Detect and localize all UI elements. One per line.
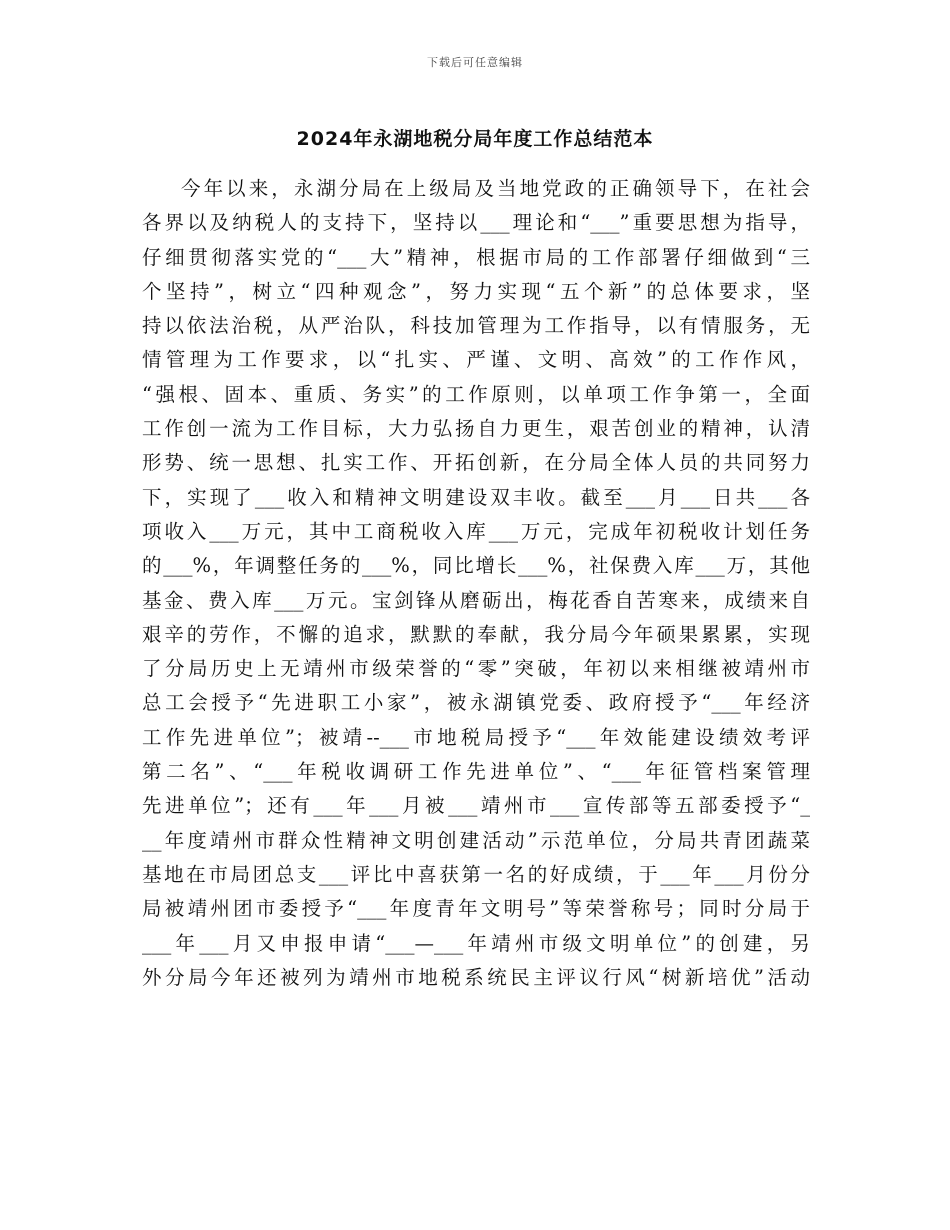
body-line: 工作创一流为工作目标，大力弘扬自力更生，艰苦创业的精神，认清 xyxy=(142,417,810,441)
body-line: 持以依法治税，从严治队，科技加管理为工作指导，以有情服务，无 xyxy=(142,314,810,338)
body-line: 艰辛的劳作，不懈的追求，默默的奉献，我分局今年硕果累累，实现 xyxy=(142,622,810,646)
body-line: 个坚持”，树立“四种观念”，努力实现“五个新”的总体要求，坚 xyxy=(142,279,810,303)
body-line: 的___%，年调整任务的___%，同比增长___%，社保费入库___万，其他 xyxy=(142,554,810,578)
body-line: 局被靖州团市委授予“___年度青年文明号”等荣誉称号；同时分局于 xyxy=(142,897,810,921)
body-line: 仔细贯彻落实党的“___大”精神，根据市局的工作部署仔细做到“三 xyxy=(142,245,810,269)
body-line: ___年___月又申报申请“___—___年靖州市级文明单位”的创建，另 xyxy=(142,931,810,955)
body-line: 情管理为工作要求，以“扎实、严谨、文明、高效”的工作作风， xyxy=(142,348,810,372)
body-line: 总工会授予“先进职工小家”，被永湖镇党委、政府授予“___年经济 xyxy=(142,691,810,715)
body-line: __年度靖州市群众性精神文明创建活动”示范单位，分局共青团蔬菜 xyxy=(142,828,810,852)
body-line: 第二名”、“___年税收调研工作先进单位”、“___年征管档案管理 xyxy=(142,760,810,784)
body-line: 工作先进单位”；被靖--___市地税局授予“___年效能建设绩效考评 xyxy=(142,725,810,749)
body-line: 外分局今年还被列为靖州市地税系统民主评议行风“树新培优”活动 xyxy=(142,965,810,989)
body-line: “强根、固本、重质、务实”的工作原则，以单项工作争第一，全面 xyxy=(142,382,810,406)
body-line: 各界以及纳税人的支持下，坚持以___理论和“___”重要思想为指导， xyxy=(142,211,810,235)
body-line: 形势、统一思想、扎实工作、开拓创新，在分局全体人员的共同努力 xyxy=(142,451,810,475)
body-line: 项收入___万元，其中工商税收入库___万元，完成年初税收计划任务 xyxy=(142,519,810,543)
body-line: 下，实现了___收入和精神文明建设双丰收。截至___月___日共___各 xyxy=(142,485,810,509)
body-line: 先进单位”；还有___年___月被___靖州市___宣传部等五部委授予“_ xyxy=(142,794,810,818)
body-line: 今年以来，永湖分局在上级局及当地党政的正确领导下，在社会 xyxy=(181,177,810,200)
document-title: 2024年永湖地税分局年度工作总结范本 xyxy=(296,128,654,150)
body-line: 基地在市局团总支___评比中喜获第一名的好成绩，于___年___月份分 xyxy=(142,862,810,886)
page-header-note: 下载后可任意编辑 xyxy=(427,56,523,69)
body-line: 基金、费入库___万元。宝剑锋从磨砺出，梅花香自苦寒来，成绩来自 xyxy=(142,588,810,612)
body-line: 了分局历史上无靖州市级荣誉的“零”突破，年初以来相继被靖州市 xyxy=(142,657,810,681)
document-body xyxy=(142,172,810,995)
